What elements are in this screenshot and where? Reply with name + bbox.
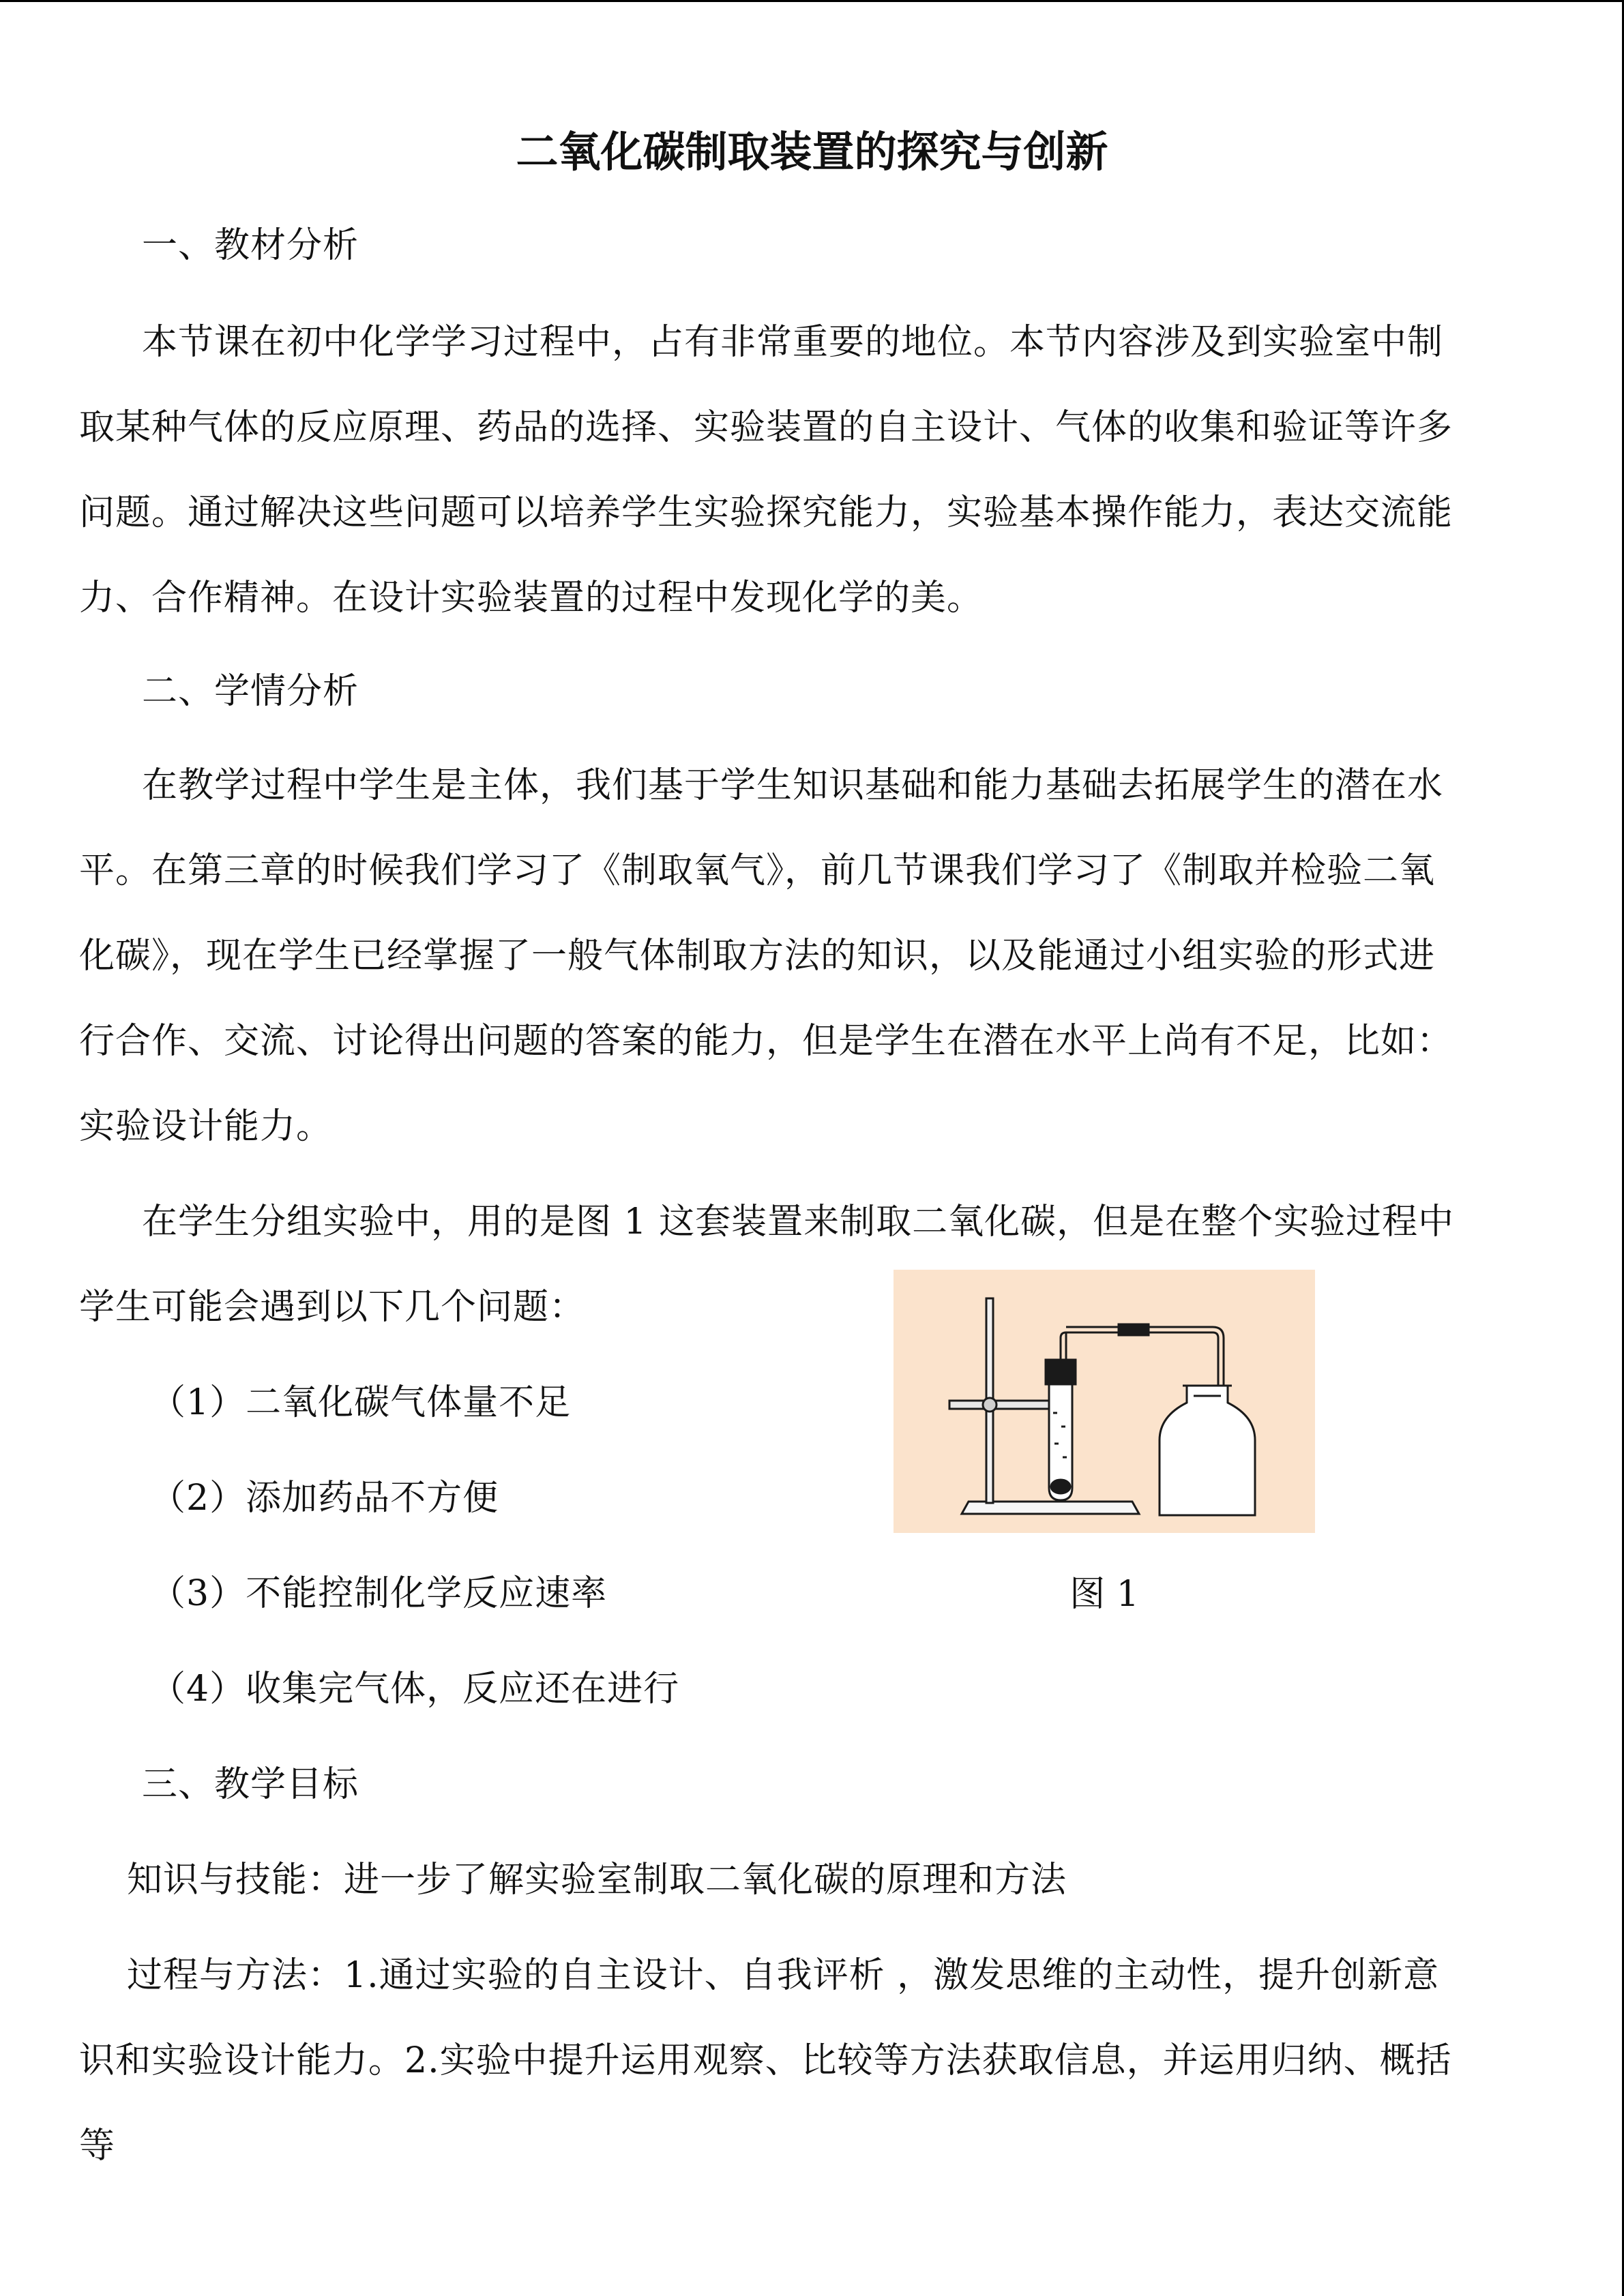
paragraph-line: 本节课在初中化学学习过程中，占有非常重要的地位。本节内容涉及到实验室中制 xyxy=(142,322,1444,363)
objective-process-line: 过程与方法：1.通过实验的自主设计、自我评析 ，激发思维的主动性，提升创新意 xyxy=(127,1955,1440,1996)
paragraph-line: 在学生分组实验中，用的是图 1 这套装置来制取二氧化碳，但是在整个实验过程中 xyxy=(142,1202,1455,1242)
paragraph-line: 学生可能会遇到以下几个问题： xyxy=(79,1287,586,1328)
figure-co2-apparatus xyxy=(894,1270,1315,1533)
section-heading-textbook-analysis: 一、教材分析 xyxy=(142,225,359,266)
paragraph-line: 问题。通过解决这些问题可以培养学生实验探究能力，实验基本操作能力，表达交流能 xyxy=(79,492,1453,533)
paragraph-line: 取某种气体的反应原理、药品的选择、实验装置的自主设计、气体的收集和验证等许多 xyxy=(79,407,1453,448)
paragraph-line: 在教学过程中学生是主体，我们基于学生知识基础和能力基础去拓展学生的潜在水 xyxy=(142,765,1444,806)
figure-caption: 图 1 xyxy=(1069,1574,1139,1615)
section-heading-teaching-objectives: 三、教学目标 xyxy=(142,1764,359,1805)
document-title: 二氧化碳制取装置的探究与创新 xyxy=(516,127,1108,177)
paragraph-line: 实验设计能力。 xyxy=(79,1106,333,1147)
paragraph-line: 化碳》，现在学生已经掌握了一般气体制取方法的知识，以及能通过小组实验的形式进 xyxy=(79,936,1436,976)
paragraph-line: 力、合作精神。在设计实验装置的过程中发现化学的美。 xyxy=(79,578,984,618)
objective-knowledge-line: 知识与技能：进一步了解实验室制取二氧化碳的原理和方法 xyxy=(127,1860,1067,1900)
paragraph-line: 行合作、交流、讨论得出问题的答案的能力，但是学生在潜在水平上尚有不足，比如： xyxy=(79,1021,1453,1062)
objective-process-line: 识和实验设计能力。2.实验中提升运用观察、比较等方法获取信息，并运用归纳、概括 xyxy=(79,2040,1452,2081)
problem-item: （3）不能控制化学反应速率 xyxy=(150,1573,608,1614)
problem-item: （4）收集完气体，反应还在进行 xyxy=(150,1669,680,1710)
apparatus-illustration xyxy=(894,1270,1315,1533)
problem-item: （2）添加药品不方便 xyxy=(150,1478,499,1519)
paragraph-line: 平。在第三章的时候我们学习了《制取氧气》，前几节课我们学习了《制取并检验二氧 xyxy=(79,850,1436,891)
problem-item: （1）二氧化碳气体量不足 xyxy=(150,1382,572,1423)
objective-process-line: 等 xyxy=(79,2126,116,2166)
page-border-top xyxy=(0,0,1624,2)
section-heading-student-analysis: 二、学情分析 xyxy=(142,671,359,712)
